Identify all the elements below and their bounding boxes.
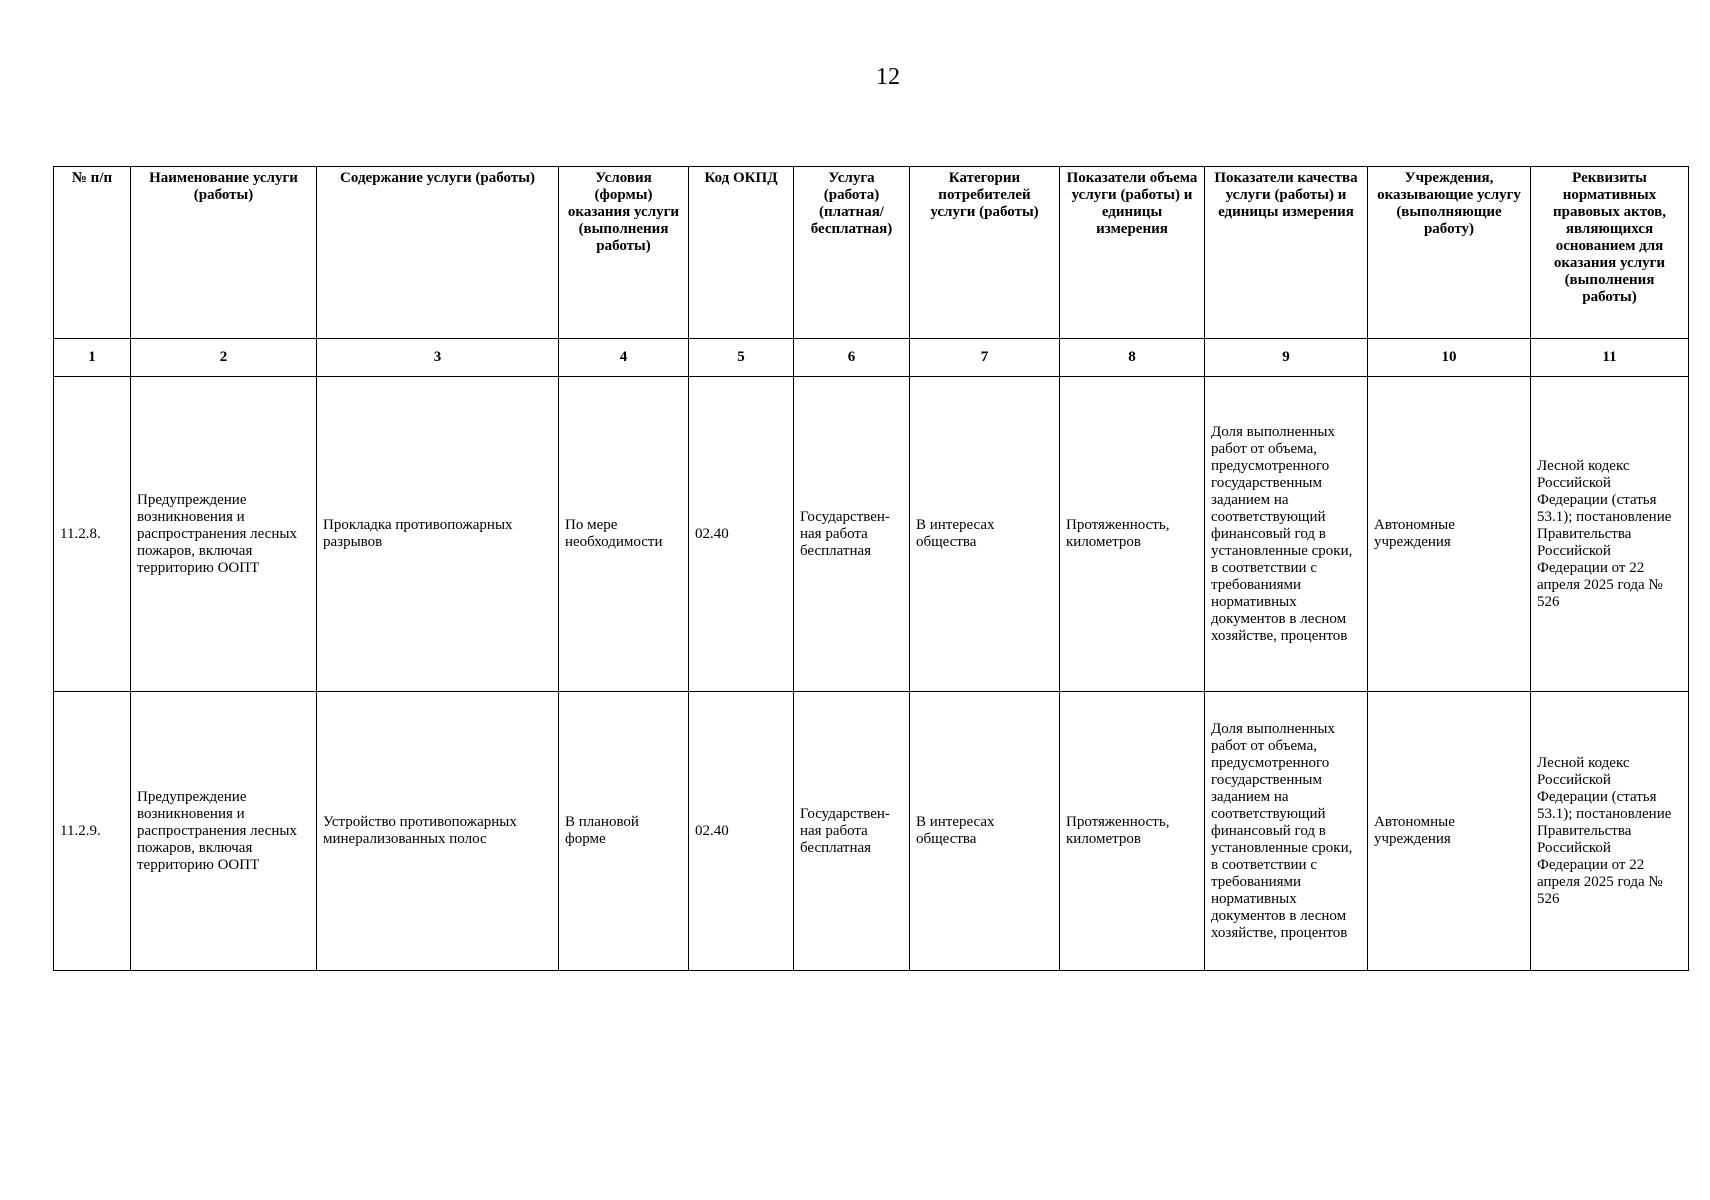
cell-number: 11.2.8. [54, 377, 131, 692]
page-number: 12 [876, 64, 900, 90]
column-number-row [54, 339, 1689, 377]
header-number: № п/п [54, 167, 131, 339]
header-service-content: Содержание услуги (работы) [317, 167, 559, 339]
cell-legal-acts: Лесной кодекс Российской Федерации (статья 53.1); постановление Правительства Российской Федерации от 22 апреля 2025 года № 526 [1531, 377, 1689, 692]
cell-service-content: Прокладка противопожарных разрывов [317, 377, 559, 692]
header-okpd-code: Код ОКПД [689, 167, 794, 339]
cell-volume-indicators: Протяженность, километров [1060, 692, 1205, 971]
column-number: 2 [131, 339, 317, 377]
cell-service-name: Предупреждение возникновения и распространения лесных пожаров, включая территорию ООПТ [131, 692, 317, 971]
header-institutions: Учреждения, оказывающие услугу (выполняющие работу) [1368, 167, 1531, 339]
cell-paid-free: Государствен-ная работа бесплатная [794, 692, 910, 971]
column-number: 9 [1205, 339, 1368, 377]
column-number: 6 [794, 339, 910, 377]
cell-legal-acts: Лесной кодекс Российской Федерации (статья 53.1); постановление Правительства Российской Федерации от 22 апреля 2025 года № 526 [1531, 692, 1689, 971]
header-paid-free: Услуга (работа) (платная/ бесплатная) [794, 167, 910, 339]
cell-conditions: По мере необходимости [559, 377, 689, 692]
cell-institutions: Автономные учреждения [1368, 692, 1531, 971]
column-number: 1 [54, 339, 131, 377]
cell-volume-indicators: Протяженность, километров [1060, 377, 1205, 692]
cell-consumers: В интересах общества [910, 377, 1060, 692]
header-volume-indicators: Показатели объема услуги (работы) и единицы измерения [1060, 167, 1205, 339]
header-quality-indicators: Показатели качества услуги (работы) и единицы измерения [1205, 167, 1368, 339]
table-header-row [54, 167, 1689, 339]
table-row [54, 692, 1689, 971]
cell-service-content: Устройство противопожарных минерализованных полос [317, 692, 559, 971]
column-number: 5 [689, 339, 794, 377]
header-conditions: Условия (формы) оказания услуги (выполнения работы) [559, 167, 689, 339]
table-row [54, 377, 1689, 692]
column-number: 8 [1060, 339, 1205, 377]
cell-number: 11.2.9. [54, 692, 131, 971]
header-service-name: Наименование услуги (работы) [131, 167, 317, 339]
cell-consumers: В интересах общества [910, 692, 1060, 971]
column-number: 10 [1368, 339, 1531, 377]
cell-quality-indicators: Доля выполненных работ от объема, предусмотренного государственным заданием на соответствующий финансовый год в установленные сроки, в соответствии с требованиями нормативных документов в лесном хозяйстве, процентов [1205, 692, 1368, 971]
column-number: 7 [910, 339, 1060, 377]
cell-quality-indicators: Доля выполненных работ от объема, предусмотренного государственным заданием на соответствующий финансовый год в установленные сроки, в соответствии с требованиями нормативных документов в лесном хозяйстве, процентов [1205, 377, 1368, 692]
cell-institutions: Автономные учреждения [1368, 377, 1531, 692]
cell-okpd-code: 02.40 [689, 377, 794, 692]
column-number: 11 [1531, 339, 1689, 377]
header-legal-acts: Реквизиты нормативных правовых актов, являющихся основанием для оказания услуги (выполнения работы) [1531, 167, 1689, 339]
column-number: 3 [317, 339, 559, 377]
column-number: 4 [559, 339, 689, 377]
services-table [53, 166, 1689, 971]
cell-conditions: В плановой форме [559, 692, 689, 971]
cell-okpd-code: 02.40 [689, 692, 794, 971]
cell-paid-free: Государствен-ная работа бесплатная [794, 377, 910, 692]
header-consumers: Категории потребителей услуги (работы) [910, 167, 1060, 339]
cell-service-name: Предупреждение возникновения и распространения лесных пожаров, включая территорию ООПТ [131, 377, 317, 692]
